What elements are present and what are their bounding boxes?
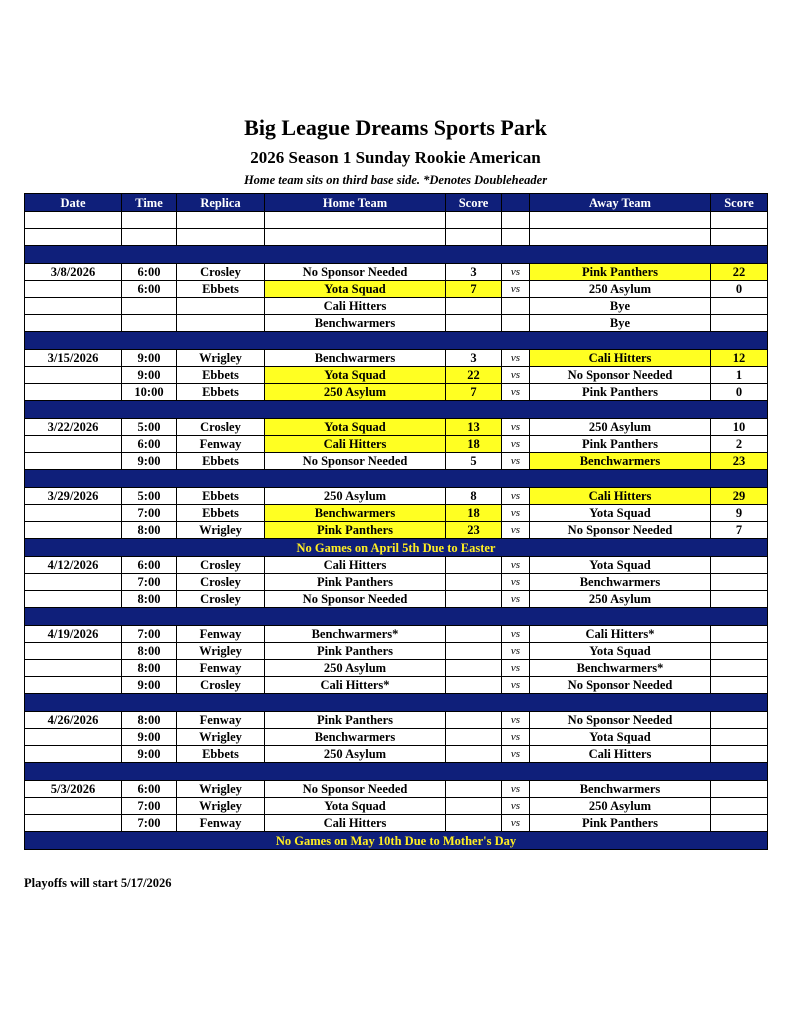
- vs-cell: vs: [502, 712, 530, 729]
- week-divider: [25, 246, 768, 264]
- replica-cell: Wrigley: [177, 781, 265, 798]
- date-cell: [25, 746, 122, 763]
- time-cell: 9:00: [122, 350, 177, 367]
- away-team-cell: Cali Hitters: [530, 746, 711, 763]
- home-score-cell: [446, 298, 502, 315]
- vs-cell: vs: [502, 781, 530, 798]
- away-score-cell: [711, 815, 768, 832]
- away-score-cell: [711, 315, 768, 332]
- home-score-cell: 3: [446, 264, 502, 281]
- home-score-cell: [446, 677, 502, 694]
- home-score-cell: [446, 574, 502, 591]
- away-team-cell: 250 Asylum: [530, 281, 711, 298]
- time-cell: 7:00: [122, 505, 177, 522]
- game-row: [25, 505, 768, 522]
- away-team-cell: Yota Squad: [530, 729, 711, 746]
- away-score-cell: [711, 798, 768, 815]
- home-team-cell: Benchwarmers: [265, 350, 446, 367]
- blank-cell: [502, 229, 530, 246]
- week-divider-row: [25, 763, 768, 781]
- week-divider-row: [25, 246, 768, 264]
- away-team-cell: 250 Asylum: [530, 591, 711, 608]
- home-score-cell: 7: [446, 384, 502, 401]
- vs-cell: vs: [502, 367, 530, 384]
- away-score-cell: [711, 574, 768, 591]
- blank-cell: [446, 212, 502, 229]
- home-team-cell: Yota Squad: [265, 419, 446, 436]
- date-cell: [25, 643, 122, 660]
- home-team-cell: Benchwarmers: [265, 505, 446, 522]
- away-score-cell: 2: [711, 436, 768, 453]
- week-divider-row: [25, 470, 768, 488]
- blank-cell: [265, 229, 446, 246]
- game-row: [25, 298, 768, 315]
- date-cell: [25, 367, 122, 384]
- home-score-cell: [446, 660, 502, 677]
- game-row: [25, 781, 768, 798]
- away-team-cell: Benchwarmers*: [530, 660, 711, 677]
- blank-cell: [25, 229, 122, 246]
- home-team-cell: Pink Panthers: [265, 574, 446, 591]
- home-team-cell: Pink Panthers: [265, 643, 446, 660]
- away-team-cell: No Sponsor Needed: [530, 712, 711, 729]
- week-divider: [25, 763, 768, 781]
- time-cell: [122, 315, 177, 332]
- game-row: [25, 815, 768, 832]
- home-score-cell: 22: [446, 367, 502, 384]
- away-team-cell: Benchwarmers: [530, 574, 711, 591]
- away-team-cell: Yota Squad: [530, 505, 711, 522]
- replica-cell: Ebbets: [177, 746, 265, 763]
- week-divider: [25, 401, 768, 419]
- game-row: [25, 436, 768, 453]
- away-team-cell: Pink Panthers: [530, 384, 711, 401]
- blank-cell: [502, 212, 530, 229]
- week-divider-row: [25, 694, 768, 712]
- time-cell: 8:00: [122, 522, 177, 539]
- home-score-cell: [446, 781, 502, 798]
- vs-cell: vs: [502, 677, 530, 694]
- date-cell: 3/22/2026: [25, 419, 122, 436]
- vs-cell: vs: [502, 453, 530, 470]
- vs-cell: vs: [502, 505, 530, 522]
- away-team-cell: 250 Asylum: [530, 419, 711, 436]
- away-team-cell: Pink Panthers: [530, 264, 711, 281]
- away-score-cell: 22: [711, 264, 768, 281]
- home-score-cell: 5: [446, 453, 502, 470]
- replica-cell: Ebbets: [177, 488, 265, 505]
- replica-cell: Crosley: [177, 557, 265, 574]
- date-cell: 4/26/2026: [25, 712, 122, 729]
- date-cell: [25, 660, 122, 677]
- home-team-cell: Pink Panthers: [265, 712, 446, 729]
- replica-cell: Crosley: [177, 264, 265, 281]
- game-row: [25, 384, 768, 401]
- schedule-body: [25, 212, 768, 850]
- home-team-cell: Benchwarmers*: [265, 626, 446, 643]
- home-score-cell: 7: [446, 281, 502, 298]
- home-score-cell: [446, 798, 502, 815]
- blank-cell: [177, 229, 265, 246]
- game-row: [25, 574, 768, 591]
- vs-cell: vs: [502, 815, 530, 832]
- no-games-notice-row: [25, 832, 768, 850]
- date-cell: [25, 505, 122, 522]
- home-team-cell: Pink Panthers: [265, 522, 446, 539]
- away-score-cell: 1: [711, 367, 768, 384]
- blank-cell: [25, 212, 122, 229]
- vs-cell: vs: [502, 281, 530, 298]
- time-cell: 8:00: [122, 643, 177, 660]
- week-divider-row: [25, 608, 768, 626]
- date-cell: [25, 315, 122, 332]
- time-cell: 7:00: [122, 798, 177, 815]
- game-row: [25, 557, 768, 574]
- week-divider: [25, 694, 768, 712]
- vs-cell: vs: [502, 626, 530, 643]
- away-score-cell: [711, 729, 768, 746]
- vs-cell: vs: [502, 643, 530, 660]
- home-score-cell: [446, 712, 502, 729]
- away-score-cell: [711, 677, 768, 694]
- home-score-cell: [446, 643, 502, 660]
- vs-cell: vs: [502, 729, 530, 746]
- away-team-cell: Bye: [530, 315, 711, 332]
- blank-row: [25, 229, 768, 246]
- column-header-time: Time: [122, 194, 177, 212]
- column-header-away-score: Score: [711, 194, 768, 212]
- replica-cell: Ebbets: [177, 367, 265, 384]
- away-score-cell: [711, 781, 768, 798]
- vs-cell: vs: [502, 264, 530, 281]
- away-team-cell: Pink Panthers: [530, 436, 711, 453]
- time-cell: 9:00: [122, 746, 177, 763]
- time-cell: 8:00: [122, 660, 177, 677]
- away-score-cell: 9: [711, 505, 768, 522]
- replica-cell: Wrigley: [177, 643, 265, 660]
- date-cell: [25, 522, 122, 539]
- no-games-notice: No Games on April 5th Due to Easter: [25, 539, 768, 557]
- time-cell: 6:00: [122, 264, 177, 281]
- time-cell: 9:00: [122, 677, 177, 694]
- home-score-cell: [446, 729, 502, 746]
- replica-cell: Wrigley: [177, 798, 265, 815]
- away-team-cell: Cali Hitters: [530, 350, 711, 367]
- vs-cell: vs: [502, 660, 530, 677]
- home-score-cell: 18: [446, 505, 502, 522]
- time-cell: 5:00: [122, 419, 177, 436]
- vs-cell: vs: [502, 350, 530, 367]
- replica-cell: Wrigley: [177, 350, 265, 367]
- away-score-cell: [711, 712, 768, 729]
- away-team-cell: Benchwarmers: [530, 453, 711, 470]
- home-team-cell: Yota Squad: [265, 798, 446, 815]
- date-cell: 4/19/2026: [25, 626, 122, 643]
- date-cell: [25, 798, 122, 815]
- game-row: [25, 281, 768, 298]
- game-row: [25, 350, 768, 367]
- home-score-cell: [446, 557, 502, 574]
- away-team-cell: Pink Panthers: [530, 815, 711, 832]
- blank-cell: [446, 229, 502, 246]
- home-score-cell: [446, 626, 502, 643]
- replica-cell: Fenway: [177, 712, 265, 729]
- replica-cell: Ebbets: [177, 281, 265, 298]
- home-team-cell: Cali Hitters: [265, 557, 446, 574]
- week-divider-row: [25, 401, 768, 419]
- vs-cell: vs: [502, 798, 530, 815]
- column-header-away-team: Away Team: [530, 194, 711, 212]
- home-score-cell: [446, 815, 502, 832]
- replica-cell: Fenway: [177, 626, 265, 643]
- column-header-home-team: Home Team: [265, 194, 446, 212]
- date-cell: [25, 436, 122, 453]
- time-cell: 6:00: [122, 781, 177, 798]
- vs-cell: vs: [502, 419, 530, 436]
- replica-cell: Wrigley: [177, 522, 265, 539]
- home-score-cell: 23: [446, 522, 502, 539]
- vs-cell: vs: [502, 436, 530, 453]
- date-cell: [25, 453, 122, 470]
- game-row: [25, 626, 768, 643]
- replica-cell: Fenway: [177, 815, 265, 832]
- game-row: [25, 712, 768, 729]
- game-row: [25, 522, 768, 539]
- home-team-cell: Yota Squad: [265, 367, 446, 384]
- home-team-cell: No Sponsor Needed: [265, 591, 446, 608]
- date-cell: [25, 815, 122, 832]
- date-cell: 3/29/2026: [25, 488, 122, 505]
- week-divider-row: [25, 332, 768, 350]
- away-team-cell: No Sponsor Needed: [530, 677, 711, 694]
- away-score-cell: [711, 626, 768, 643]
- replica-cell: Ebbets: [177, 453, 265, 470]
- blank-cell: [177, 212, 265, 229]
- blank-cell: [530, 229, 711, 246]
- game-row: [25, 591, 768, 608]
- vs-cell: vs: [502, 384, 530, 401]
- column-header-vs: [502, 194, 530, 212]
- home-team-cell: No Sponsor Needed: [265, 781, 446, 798]
- home-score-cell: [446, 591, 502, 608]
- game-row: [25, 419, 768, 436]
- home-team-cell: 250 Asylum: [265, 488, 446, 505]
- replica-cell: Fenway: [177, 436, 265, 453]
- no-games-notice-row: [25, 539, 768, 557]
- replica-cell: [177, 315, 265, 332]
- away-score-cell: 29: [711, 488, 768, 505]
- date-cell: [25, 591, 122, 608]
- home-team-cell: Benchwarmers: [265, 729, 446, 746]
- date-cell: [25, 729, 122, 746]
- replica-cell: Crosley: [177, 677, 265, 694]
- game-row: [25, 660, 768, 677]
- date-cell: [25, 298, 122, 315]
- replica-cell: Ebbets: [177, 384, 265, 401]
- home-score-cell: [446, 746, 502, 763]
- home-team-cell: Cali Hitters: [265, 815, 446, 832]
- away-score-cell: [711, 643, 768, 660]
- away-team-cell: No Sponsor Needed: [530, 522, 711, 539]
- date-cell: [25, 281, 122, 298]
- away-score-cell: [711, 557, 768, 574]
- replica-cell: [177, 298, 265, 315]
- home-team-cell: No Sponsor Needed: [265, 453, 446, 470]
- away-score-cell: 12: [711, 350, 768, 367]
- blank-cell: [711, 229, 768, 246]
- schedule-table: [24, 193, 768, 850]
- date-cell: 3/15/2026: [25, 350, 122, 367]
- game-row: [25, 746, 768, 763]
- home-score-cell: [446, 315, 502, 332]
- game-row: [25, 643, 768, 660]
- page-title: Big League Dreams Sports Park: [244, 115, 547, 140]
- playoffs-note: Playoffs will start 5/17/2026: [24, 876, 172, 890]
- vs-cell: vs: [502, 746, 530, 763]
- away-team-cell: Bye: [530, 298, 711, 315]
- time-cell: 8:00: [122, 712, 177, 729]
- away-team-cell: Benchwarmers: [530, 781, 711, 798]
- away-score-cell: [711, 298, 768, 315]
- away-team-cell: Cali Hitters*: [530, 626, 711, 643]
- home-team-cell: Benchwarmers: [265, 315, 446, 332]
- vs-cell: vs: [502, 574, 530, 591]
- game-row: [25, 729, 768, 746]
- home-team-note: Home team sits on third base side. *Denotes Doubleheader: [243, 173, 548, 187]
- blank-cell: [530, 212, 711, 229]
- page-subtitle: 2026 Season 1 Sunday Rookie American: [250, 148, 541, 167]
- home-team-cell: Cali Hitters: [265, 298, 446, 315]
- game-row: [25, 315, 768, 332]
- away-score-cell: 10: [711, 419, 768, 436]
- column-header-replica: Replica: [177, 194, 265, 212]
- vs-cell: [502, 315, 530, 332]
- away-score-cell: 7: [711, 522, 768, 539]
- game-row: [25, 798, 768, 815]
- game-row: [25, 264, 768, 281]
- week-divider: [25, 332, 768, 350]
- week-divider: [25, 470, 768, 488]
- vs-cell: vs: [502, 591, 530, 608]
- away-team-cell: Yota Squad: [530, 643, 711, 660]
- date-cell: [25, 677, 122, 694]
- date-cell: [25, 384, 122, 401]
- away-score-cell: [711, 746, 768, 763]
- away-score-cell: [711, 591, 768, 608]
- game-row: [25, 367, 768, 384]
- home-team-cell: No Sponsor Needed: [265, 264, 446, 281]
- replica-cell: Wrigley: [177, 729, 265, 746]
- away-score-cell: 23: [711, 453, 768, 470]
- date-cell: 5/3/2026: [25, 781, 122, 798]
- replica-cell: Crosley: [177, 419, 265, 436]
- time-cell: [122, 298, 177, 315]
- blank-cell: [122, 212, 177, 229]
- home-score-cell: 13: [446, 419, 502, 436]
- column-header-home-score: Score: [446, 194, 502, 212]
- home-team-cell: Yota Squad: [265, 281, 446, 298]
- home-team-cell: 250 Asylum: [265, 660, 446, 677]
- time-cell: 7:00: [122, 815, 177, 832]
- no-games-notice: No Games on May 10th Due to Mother's Day: [25, 832, 768, 850]
- blank-cell: [265, 212, 446, 229]
- away-team-cell: No Sponsor Needed: [530, 367, 711, 384]
- game-row: [25, 453, 768, 470]
- away-score-cell: 0: [711, 281, 768, 298]
- away-team-cell: Yota Squad: [530, 557, 711, 574]
- vs-cell: [502, 298, 530, 315]
- game-row: [25, 677, 768, 694]
- time-cell: 10:00: [122, 384, 177, 401]
- vs-cell: vs: [502, 557, 530, 574]
- date-cell: [25, 574, 122, 591]
- date-cell: 4/12/2026: [25, 557, 122, 574]
- blank-cell: [122, 229, 177, 246]
- vs-cell: vs: [502, 522, 530, 539]
- time-cell: 7:00: [122, 626, 177, 643]
- home-team-cell: 250 Asylum: [265, 746, 446, 763]
- away-score-cell: [711, 660, 768, 677]
- away-score-cell: 0: [711, 384, 768, 401]
- time-cell: 6:00: [122, 436, 177, 453]
- date-cell: 3/8/2026: [25, 264, 122, 281]
- home-score-cell: 8: [446, 488, 502, 505]
- week-divider: [25, 608, 768, 626]
- time-cell: 5:00: [122, 488, 177, 505]
- away-team-cell: Cali Hitters: [530, 488, 711, 505]
- time-cell: 6:00: [122, 281, 177, 298]
- time-cell: 6:00: [122, 557, 177, 574]
- replica-cell: Ebbets: [177, 505, 265, 522]
- time-cell: 9:00: [122, 453, 177, 470]
- away-team-cell: 250 Asylum: [530, 798, 711, 815]
- home-team-cell: 250 Asylum: [265, 384, 446, 401]
- time-cell: 9:00: [122, 367, 177, 384]
- home-score-cell: 18: [446, 436, 502, 453]
- replica-cell: Crosley: [177, 591, 265, 608]
- home-score-cell: 3: [446, 350, 502, 367]
- time-cell: 7:00: [122, 574, 177, 591]
- home-team-cell: Cali Hitters: [265, 436, 446, 453]
- blank-cell: [711, 212, 768, 229]
- replica-cell: Crosley: [177, 574, 265, 591]
- header-row: [25, 194, 768, 212]
- blank-row: [25, 212, 768, 229]
- home-team-cell: Cali Hitters*: [265, 677, 446, 694]
- game-row: [25, 488, 768, 505]
- column-header-date: Date: [25, 194, 122, 212]
- time-cell: 9:00: [122, 729, 177, 746]
- replica-cell: Fenway: [177, 660, 265, 677]
- time-cell: 8:00: [122, 591, 177, 608]
- vs-cell: vs: [502, 488, 530, 505]
